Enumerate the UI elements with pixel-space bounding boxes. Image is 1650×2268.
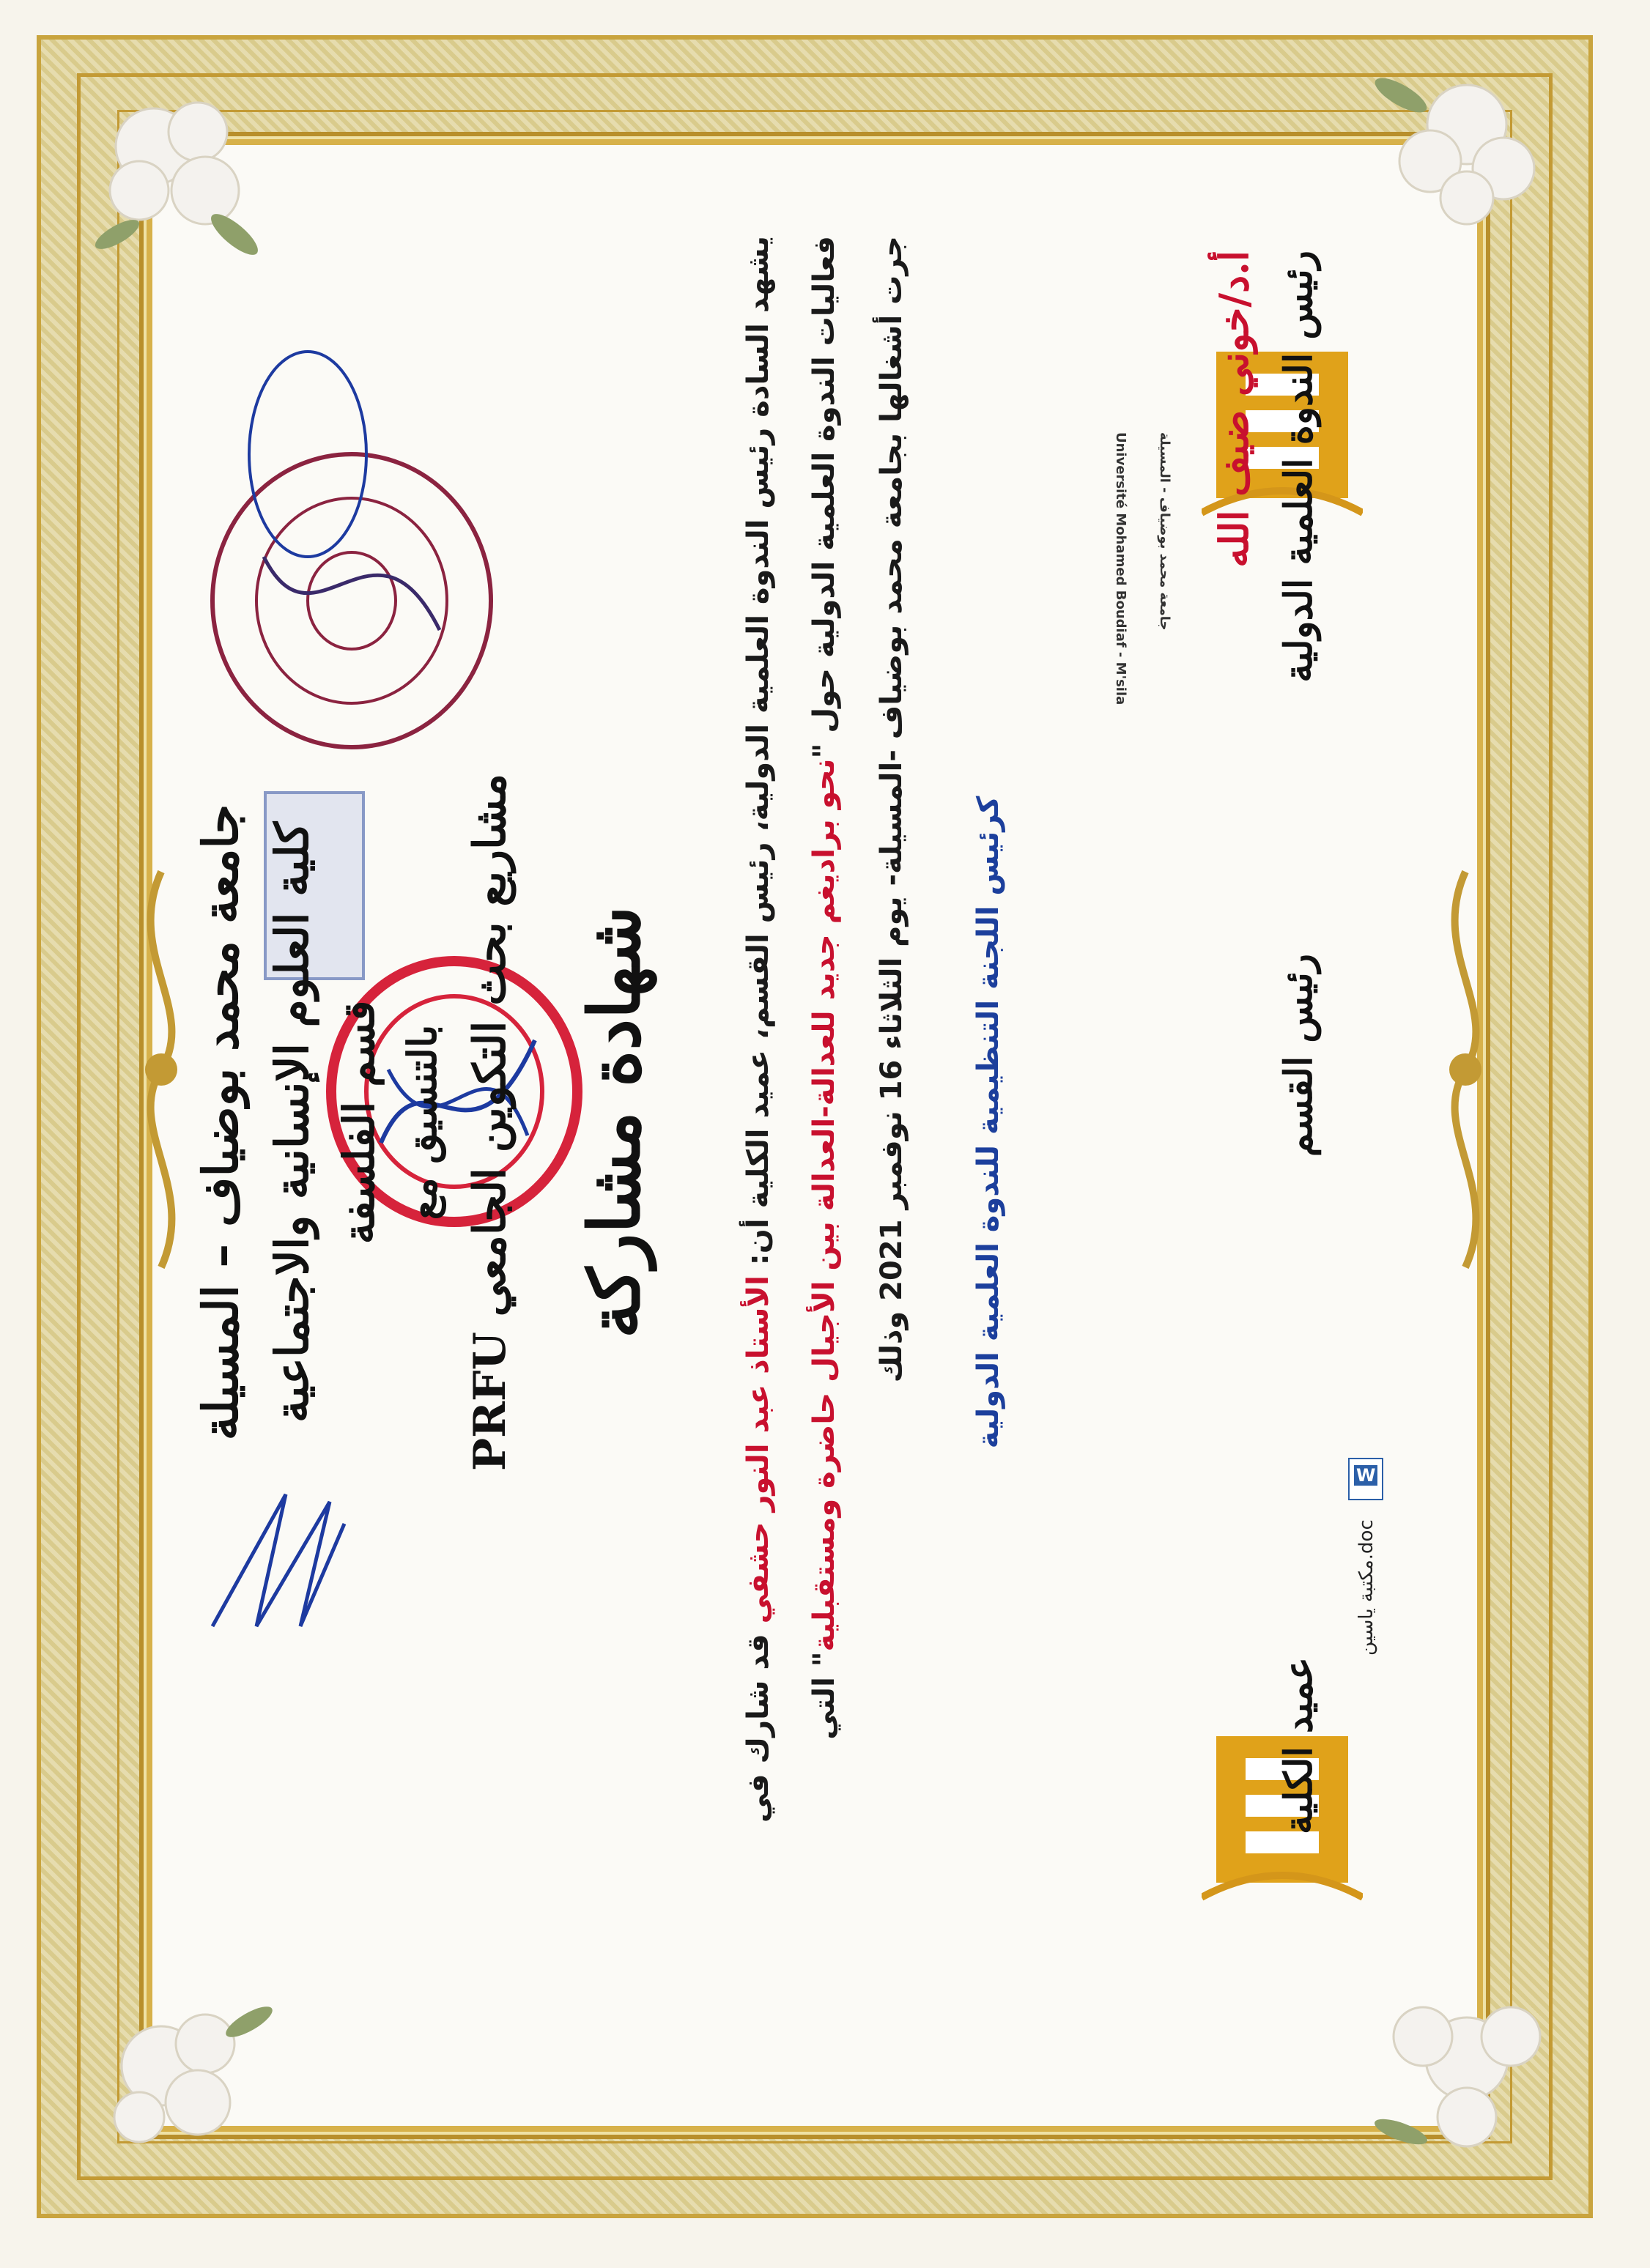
certificate-title: شهادة مشاركة <box>573 905 656 1339</box>
certificate-paragraph-1 <box>741 236 775 1823</box>
paragraph-2-end: " التي <box>807 1651 841 1740</box>
dean-title: عميد الكلية <box>1276 1657 1321 1834</box>
participant-name: الأستاذ عبد النور حشفي <box>741 1275 775 1624</box>
faculty-name: كلية العلوم الإنسانية والاجتماعية <box>265 821 319 1423</box>
certificate-paragraph-3: جرت أشغالها بجامعة محمد بوضياف -المسيلة- يوم الثلاثاء 16 نوفمبر 2021 وذلك <box>875 236 909 1383</box>
paragraph-2-text: فعاليات الندوة العلمية الدولية حول " <box>807 236 841 759</box>
certificate-content <box>163 163 1481 2082</box>
participation-role: كرئيس اللجنة التنظيمية للندوة العلمية الدولية <box>972 796 1005 1449</box>
paragraph-1-text: يشهد السادة رئيس الندوة العلمية الدولية، رئيس القسم، عميد الكلية أن: <box>741 236 775 1276</box>
president-name: أ.د/خوني ضيف الله <box>1210 251 1257 568</box>
certificate-paragraph-2 <box>807 236 841 1740</box>
university-name: جامعة محمد بوضياف – المسيلة <box>192 804 249 1441</box>
department-name: قسم الفلسفة <box>334 1000 384 1245</box>
logo-caption-ar: جامعة محمد بوضياف - المسيلة <box>1157 432 1172 631</box>
doc-filename: مكتبة ياسين.doc <box>1355 1519 1377 1656</box>
logo-caption-fr: Université Mohamed Boudiaf - M'sila <box>1113 432 1128 705</box>
department-head-title: رئيس القسم <box>1276 954 1321 1157</box>
prfu-projects: مشاريع بحث التكوين الجامعي PRFU <box>465 774 516 1471</box>
symposium-president-title: رئيس الندوة العلمية الدولية <box>1276 251 1321 683</box>
symposium-topic: نحو براديغم جديد للعدالة-العدالة بين الأجيال حاضرة ومستقبلية <box>807 758 841 1652</box>
coordination-label: بالتنسيق مع <box>399 1024 445 1220</box>
paragraph-1-end: قد شارك في <box>741 1623 775 1823</box>
